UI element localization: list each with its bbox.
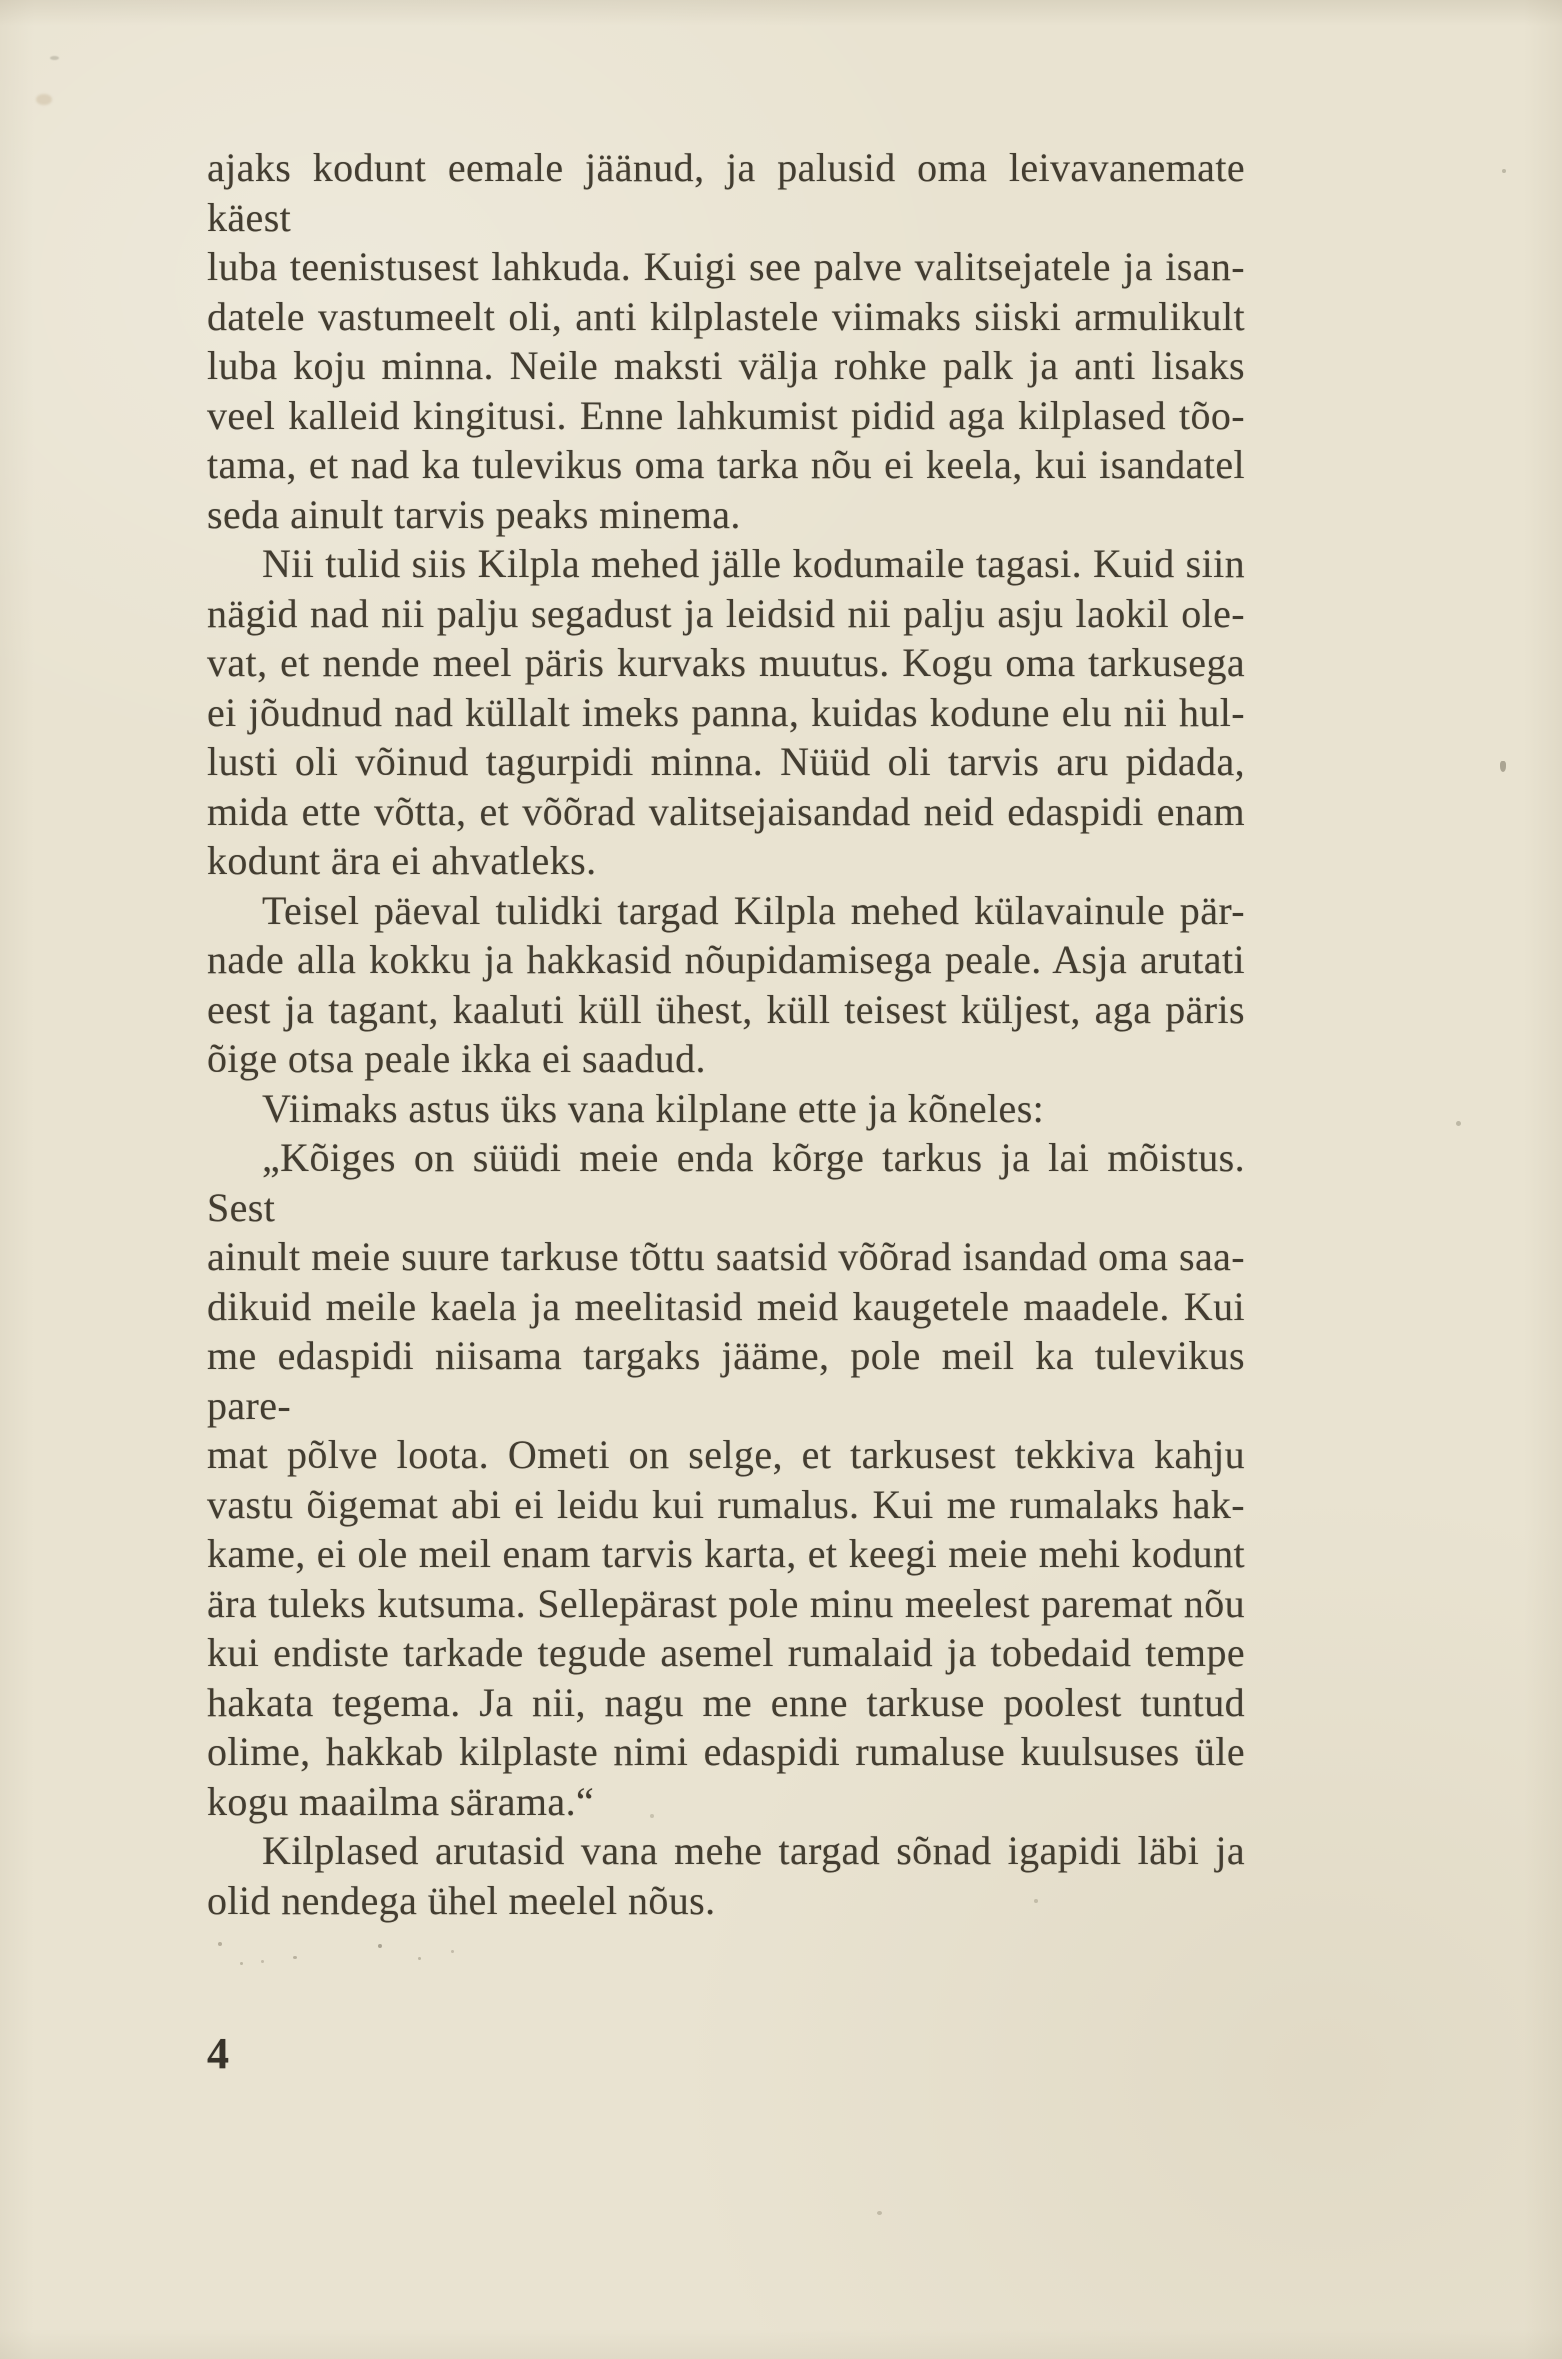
text-line: vastu õigemat abi ei leidu kui rumalus. Kui me rumalaks hak- xyxy=(207,1481,1245,1527)
text-line: olid nendega ühel meelel nõus. xyxy=(207,1877,716,1923)
text-line: tama, et nad ka tulevikus oma tarka nõu ei keela, kui isandatel xyxy=(207,442,1245,487)
text-line: eest ja tagant, kaaluti küll ühest, küll teisest küljest, aga päris xyxy=(207,986,1245,1032)
text-line: nade alla kokku ja hakkasid nõupidamisega peale. Asja arutati xyxy=(207,937,1245,982)
text-line: olime, hakkab kilplaste nimi edaspidi rumaluse kuulsuses üle xyxy=(207,1729,1245,1774)
scan-speck xyxy=(378,1944,382,1948)
scan-speck xyxy=(293,1956,297,1959)
text-line: seda ainult tarvis peaks minema. xyxy=(207,491,741,537)
text-line: luba koju minna. Neile maksti välja rohke palk ja anti lisaks xyxy=(207,343,1245,388)
text-line: hakata tegema. Ja nii, nagu me enne tarkuse poolest tuntud xyxy=(207,1679,1245,1725)
scan-speck xyxy=(261,1960,264,1963)
text-line: dikuid meile kaela ja meelitasid meid kaugetele maadele. Kui xyxy=(207,1283,1245,1329)
text-line: ei jõudnud nad küllalt imeks panna, kuidas kodune elu nii hul- xyxy=(207,689,1245,735)
text-line: kui endiste tarkade tegude asemel rumalaid ja tobedaid tempe xyxy=(207,1630,1245,1675)
scan-speck xyxy=(36,94,52,105)
text-line: ainult meie suure tarkuse tõttu saatsid võõrad isandad oma saa- xyxy=(207,1234,1245,1279)
scan-speck xyxy=(1500,761,1506,772)
text-line: mida ette võtta, et võõrad valitsejaisandad neid edaspidi enam xyxy=(207,788,1245,834)
text-line: kodunt ära ei ahvatleks. xyxy=(207,838,597,883)
scan-speck xyxy=(218,1942,222,1946)
text-line: kame, ei ole meil enam tarvis karta, et keegi meie mehi kodunt xyxy=(207,1531,1245,1576)
scan-speck xyxy=(451,1950,454,1953)
scan-speck xyxy=(50,56,59,60)
text-line: Teisel päeval tulidki targad Kilpla mehed külavainule pär- xyxy=(262,887,1245,933)
text-line: kogu maailma särama.“ xyxy=(207,1778,595,1824)
text-line: mat põlve loota. Ometi on selge, et tarkusest tekkiva kahju xyxy=(207,1432,1245,1477)
scan-speck xyxy=(1456,1121,1461,1126)
text-line: ajaks kodunt eemale jäänud, ja palusid oma leivavanemate käest xyxy=(207,145,1245,240)
text-line: ära tuleks kutsuma. Sellepärast pole minu meelest paremat nõu xyxy=(207,1580,1245,1626)
text-line: veel kalleid kingitusi. Enne lahkumist pidid aga kilplased tõo- xyxy=(207,392,1245,438)
text-line: Nii tulid siis Kilpla mehed jälle kodumaile tagasi. Kuid siin xyxy=(262,541,1245,586)
scan-speck xyxy=(877,2211,882,2215)
text-line: õige otsa peale ikka ei saadud. xyxy=(207,1036,706,1081)
text-line: luba teenistusest lahkuda. Kuigi see palve valitsejatele ja isan- xyxy=(207,244,1245,289)
scan-speck xyxy=(1502,169,1506,173)
text-line: nägid nad nii palju segadust ja leidsid nii palju asju laokil ole- xyxy=(207,590,1245,636)
text-line: me edaspidi niisama targaks jääme, pole meil ka tulevikus pare- xyxy=(207,1333,1245,1428)
text-line: Kilplased arutasid vana mehe targad sõnad igapidi läbi ja xyxy=(262,1828,1245,1873)
text-line: Viimaks astus üks vana kilplane ette ja kõneles: xyxy=(262,1085,1045,1131)
scan-speck xyxy=(418,1957,421,1960)
text-block xyxy=(207,143,1245,1925)
page-number: 4 xyxy=(207,2029,229,2078)
text-line: lusti oli võinud tagurpidi minna. Nüüd oli tarvis aru pidada, xyxy=(207,739,1245,784)
text-line: vat, et nende meel päris kurvaks muutus. Kogu oma tarkusega xyxy=(207,640,1245,685)
text-line: „Kõiges on süüdi meie enda kõrge tarkus ja lai mõistus. Sest xyxy=(207,1135,1245,1230)
scan-speck xyxy=(240,1962,243,1965)
text-line: datele vastumeelt oli, anti kilplastele viimaks siiski armulikult xyxy=(207,293,1245,339)
